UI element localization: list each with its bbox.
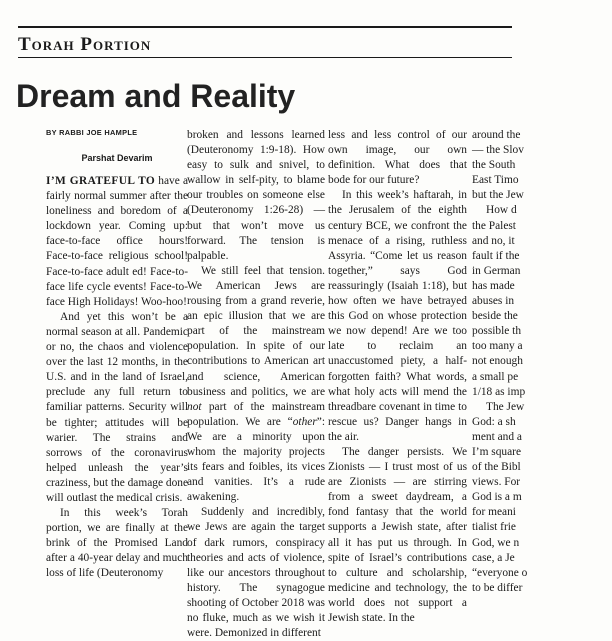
column-4-line: around the bbox=[472, 129, 521, 141]
column-3 bbox=[328, 128, 467, 624]
column-4-line: case, a Je bbox=[472, 551, 515, 564]
column-4-line: the Palest bbox=[472, 219, 516, 232]
section-label: Torah Portion bbox=[18, 34, 152, 55]
column-4-line: the South bbox=[472, 159, 516, 172]
paragraph: less and less control of our own image, our own definition. What does that bode for our future? bbox=[328, 129, 467, 187]
column-4-line: but the Jew bbox=[472, 189, 524, 202]
column-4-line: too many a bbox=[472, 340, 523, 353]
column-4-cropped bbox=[472, 128, 612, 594]
column-4-line: of the Bibl bbox=[472, 461, 521, 474]
column-4-line: The Jew bbox=[486, 400, 525, 413]
column-4-line: to be differ bbox=[472, 581, 523, 594]
column-4-line: possible th bbox=[472, 325, 522, 338]
column-2 bbox=[187, 128, 325, 640]
emphasis: other bbox=[292, 415, 317, 428]
paragraph-text: part of the mainstream population. We are “ bbox=[187, 400, 325, 428]
paragraph: Suddenly and incredibly, we Jews are again the target of dark rumors, conspiracy theories and acts of violence, like our ancestors throughout history. The synagogue shooting of October 2018 was no fluke, much as we wish it were. Demonized in different bbox=[187, 506, 325, 640]
column-4-line: ment and a bbox=[472, 430, 522, 443]
column-4-line: beside the bbox=[472, 310, 518, 323]
column-4-line: 1/18 as imp bbox=[472, 385, 526, 398]
column-4-line: for meani bbox=[472, 506, 516, 519]
column-4-line: How d bbox=[486, 204, 517, 217]
top-rule bbox=[18, 26, 512, 28]
paragraph-lead bbox=[46, 174, 188, 310]
paragraph-text: ”: We are a minority upon whom the majority projects its fears and foibles, its vices and vanities. It’s a rude awakening. bbox=[187, 415, 325, 504]
paragraph: In this week’s haftarah, in the Jerusalem of the eighth century BCE, we confront the menace of a rising, ruthless Assyria. “Come let us reason together,” says God reassuringly (Isaiah 1:18), but how often we have betrayed this God on whose protection we now depend! Are we too late to reclaim an unaccustomed piety, a half-forgotten faith? What words, what holy acts will mend the threadbare covenant in time to rescue us? Danger hangs in the air. bbox=[328, 189, 467, 443]
column-4-line: God, we n bbox=[472, 536, 520, 549]
column-4-line: views. For bbox=[472, 476, 521, 489]
column-4-line: a small pe bbox=[472, 370, 519, 383]
emphasis: not bbox=[187, 400, 202, 413]
column-4-line: tialist frie bbox=[472, 521, 516, 534]
column-4-line: and no, it bbox=[472, 234, 515, 247]
paragraph-text: have a fairly normal summer after the loneliness and boredom of a lockdown year. Coming up: face-to-face office hours! Face-to-face religious school! Face-to-face adult ed! Face-to-face life cycle events! Face-to-face High Holidays! Woo-hoo! bbox=[46, 175, 188, 308]
column-4-line: has made bbox=[472, 279, 515, 292]
lead-in: I’M GRATEFUL TO bbox=[46, 175, 156, 187]
column-4-line: God: a sh bbox=[472, 415, 516, 428]
column-4-line: abuses in bbox=[472, 295, 515, 308]
paragraph-text: We still feel that tension. We American Jews are rousing from a grand reverie, an epic illusion that we are part of the mainstream population. In spite of our contributions to American art and science, American business and politics, we are bbox=[187, 264, 325, 398]
paragraph: And yet this won’t be a normal season at all. Pandemic or no, the chaos and violence over the last 12 months, in the U.S. and in the land of Israel, preclude any full return to familiar patterns. Security will be tighter; attitudes will be warier. The strains and sorrows of the coronavirus helped unleash the year’s craziness, but the damage done will outlast the medical crisis. bbox=[46, 310, 189, 504]
section-rule bbox=[18, 57, 512, 58]
paragraph bbox=[187, 264, 325, 506]
paragraph: The danger persists. We Zionists — I trust most of us are Zionists — are stirring from a sweet daydream, a fond fantasy that the world supports a Jewish state, after all it has put us through. In spite of Israel’s contributions to culture and scholarship, medicine and technology, the world does not support a Jewish state. In the bbox=[328, 445, 467, 624]
column-4-line: “everyone o bbox=[472, 566, 528, 579]
headline: Dream and Reality bbox=[16, 78, 296, 114]
column-4-line: fault if the bbox=[472, 249, 520, 262]
parsha-subhead: Parshat Devarim bbox=[81, 153, 153, 163]
column-4-line: in German bbox=[472, 264, 521, 277]
column-4-line: I’m square bbox=[472, 445, 522, 458]
column-1 bbox=[46, 128, 189, 580]
column-4-line: — the Slov bbox=[472, 144, 524, 157]
column-4-line: not enough bbox=[472, 355, 523, 368]
byline: BY RABBI JOE HAMPLE bbox=[46, 128, 138, 137]
column-4-line: God is a m bbox=[472, 491, 522, 504]
paragraph: In this week’s Torah portion, we are finally at the brink of the Promised Land after a 40-year delay and much loss of life (Deuteronomy bbox=[46, 507, 188, 580]
column-4-line: East Timo bbox=[472, 174, 519, 187]
paragraph: broken and lessons learned (Deuteronomy 1:9-18). How easy to sulk and snivel, to wallow in self-pity, to blame our troubles on someone else (Deuteronomy 1:26-28) — but that won’t move us forward. The tension is palpable. bbox=[187, 129, 325, 262]
